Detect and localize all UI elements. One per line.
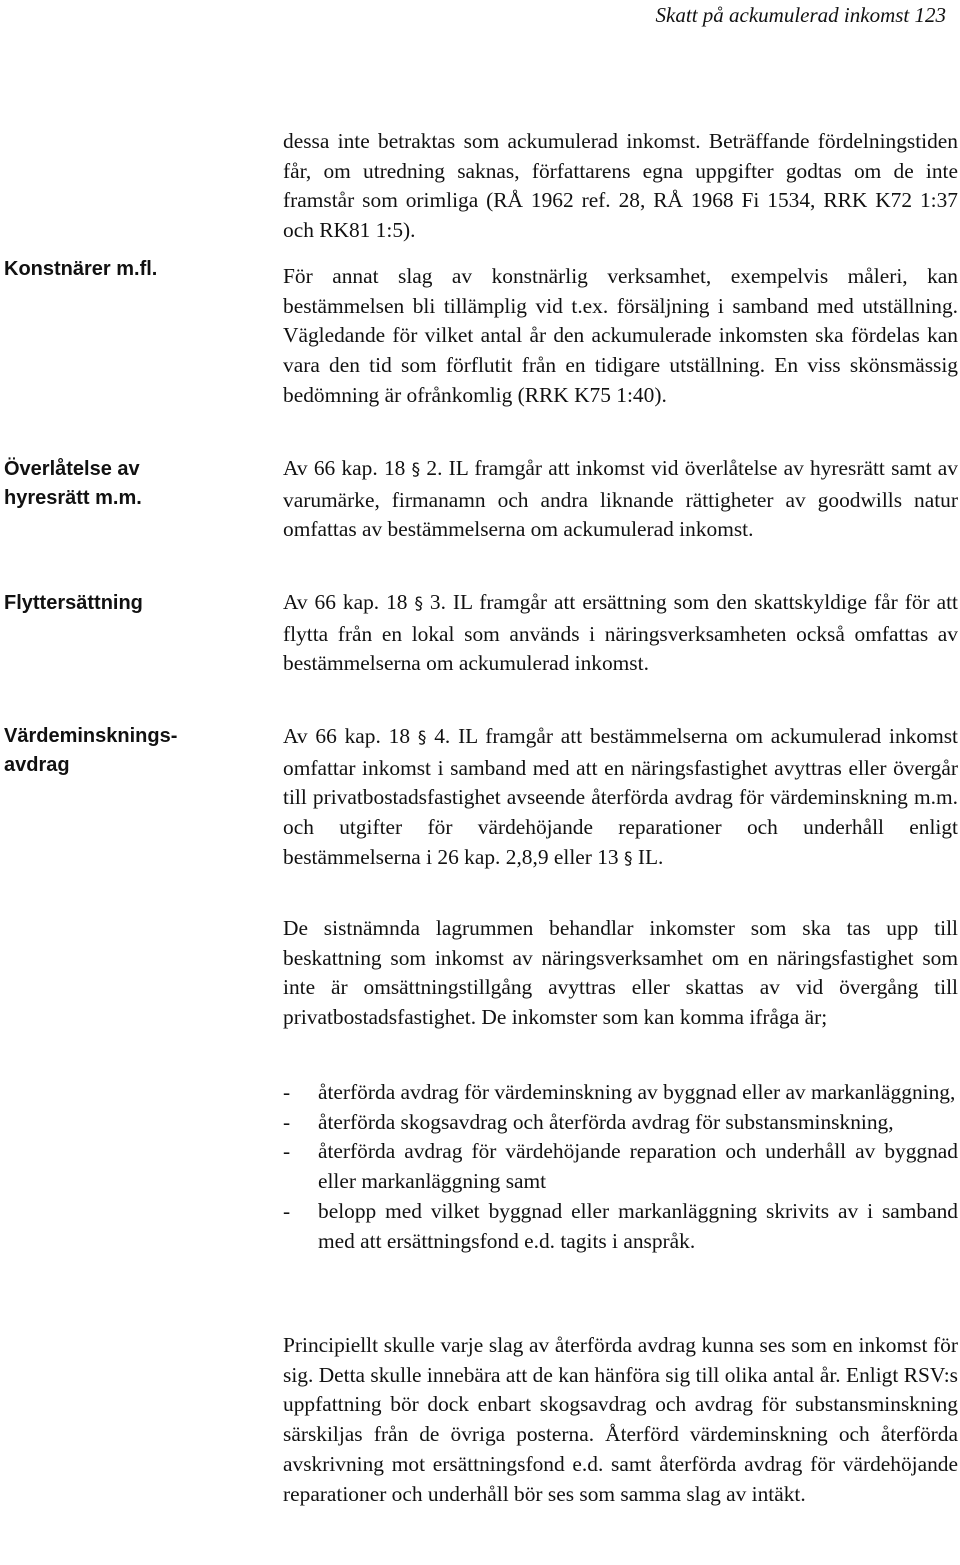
list-item <box>283 1078 958 1108</box>
list-item-text: återförda avdrag för värdehöjande reparation och underhåll av byggnad eller markanläggning samt <box>318 1139 958 1194</box>
list-dash: - <box>283 1109 291 1134</box>
paragraph-fordelningstid <box>283 127 958 246</box>
section-sign: § <box>411 460 421 480</box>
paragraph-text-part: Av 66 kap. 18 <box>283 456 412 480</box>
paragraph-text: dessa inte betraktas som ackumulerad inkomst. Beträffande fördelningstiden får, om utredning saknas, författarens egna uppgifter godtas om de inte framstår som orimliga (RÅ 1962 ref. 28, RÅ 1968 Fi 1534, RRK K72 1:37 och RK81 1:5). <box>283 129 958 243</box>
paragraph-flyttersattning <box>283 588 958 679</box>
list-dash: - <box>283 1139 291 1164</box>
inkomst-list-items <box>283 1078 958 1256</box>
margin-heading-line: Värdeminsknings- <box>4 725 178 747</box>
list-dash: - <box>283 1198 291 1223</box>
list-item <box>283 1137 958 1196</box>
paragraph-konstnarlig-verksamhet <box>283 262 958 411</box>
paragraph-text: För annat slag av konstnärlig verksamhet, exempelvis måleri, kan bestämmelsen bli tillämplig vid t.ex. försäljning i samband med utställning. Vägledande för vilket antal år den ackumulerade inkomsten ska fördelas kan vara den tid som förflutit från en tidigare utställning. En viss skönsmässig bedömning är ofrånkomlig (RRK K75 1:40). <box>283 264 958 407</box>
section-sign: § <box>623 848 633 869</box>
margin-heading-konstnarer <box>4 255 234 284</box>
list-item-text: återförda avdrag för värdeminskning av byggnad eller av markanläggning, <box>318 1080 956 1104</box>
paragraph-text-part: 2. IL framgår att inkomst vid överlåtelse av hyresrätt samt av varumärke, firmanamn och andra liknande rättigheter av goodwills natur omfattas av bestämmelserna om ackumulerad inkomst. <box>283 456 958 542</box>
paragraph-text-part: Av 66 kap. 18 <box>283 724 418 748</box>
paragraph-text-part: IL. <box>632 844 664 869</box>
paragraph-text <box>283 454 958 545</box>
paragraph-overlatelse-hyresratt <box>283 454 958 545</box>
list-dash: - <box>283 1080 291 1104</box>
margin-heading-flyttersattning <box>4 589 234 618</box>
list-item-text: återförda skogsavdrag och återförda avdrag för substansminskning, <box>318 1109 894 1134</box>
running-title: Skatt på ackumulerad inkomst <box>655 3 910 27</box>
list-item-text: belopp med vilket byggnad eller markanläggning skrivits av i samband med att ersättningsfond e.d. tagits i anspråk. <box>318 1198 958 1253</box>
list-item <box>283 1108 958 1138</box>
paragraph-principiellt <box>283 1331 958 1509</box>
margin-heading-text: Flyttersättning <box>4 592 143 614</box>
inkomst-list <box>283 1078 958 1256</box>
margin-heading-line: Överlåtelse av <box>4 458 140 480</box>
paragraph-vardeminskning <box>283 722 958 875</box>
paragraph-text <box>283 588 958 679</box>
margin-heading-overlatelse <box>4 455 234 513</box>
paragraph-text: De sistnämnda lagrummen behandlar inkomster som ska tas upp till beskattning som inkomst av näringsverksamhet om en näringsfastighet som inte är omsättningstillgång avyttras eller skattas av vid övergång till privatbostadsfastighet. De inkomster som kan komma ifråga är; <box>283 916 958 1030</box>
paragraph-text <box>283 722 958 875</box>
margin-heading-line: avdrag <box>4 754 70 776</box>
paragraph-text-part: 3. IL framgår att ersättning som den skattskyldige får för att flytta från en lokal som används i näringsverksamheten också omfattas av bestämmelserna om ackumulerad inkomst. <box>283 590 958 676</box>
paragraph-text: Principiellt skulle varje slag av återförda avdrag kunna ses som en inkomst för sig. Detta skulle innebära att de kan hänföra sig till olika antal år. Enligt RSV:s uppfattning bör dock enbart skogsavdrag och avdrag för substansminskning särskiljas från de övriga posterna. Återförd värdeminskning och återförda avskrivning mot ersättningsfond e.d. samt återförda avdrag för värdehöjande reparationer och underhåll bör ses som samma slag av intäkt. <box>283 1333 958 1506</box>
paragraph-text-part: 4. IL framgår att bestämmelserna om ackumulerad inkomst omfattar inkomst i samband med att en näringsfastighet avyttras eller övergår till privatbostadsfastighet avseende återförda avdrag för värdeminskning m.m. och utgifter för värdehöjande reparationer och underhåll enligt bestämmelserna i 26 kap. 2,8,9 eller 13 <box>283 724 958 869</box>
paragraph-text-part: Av 66 kap. 18 <box>283 590 415 614</box>
running-header <box>656 0 946 30</box>
paragraph-lagrummen <box>283 914 958 1033</box>
page-number: 123 <box>914 3 946 27</box>
section-sign: § <box>417 728 427 748</box>
margin-heading-vardeminskning <box>4 722 234 780</box>
list-item <box>283 1197 958 1256</box>
section-sign: § <box>414 594 423 614</box>
margin-heading-line: hyresrätt m.m. <box>4 487 142 509</box>
margin-heading-text: Konstnärer m.fl. <box>4 258 158 280</box>
